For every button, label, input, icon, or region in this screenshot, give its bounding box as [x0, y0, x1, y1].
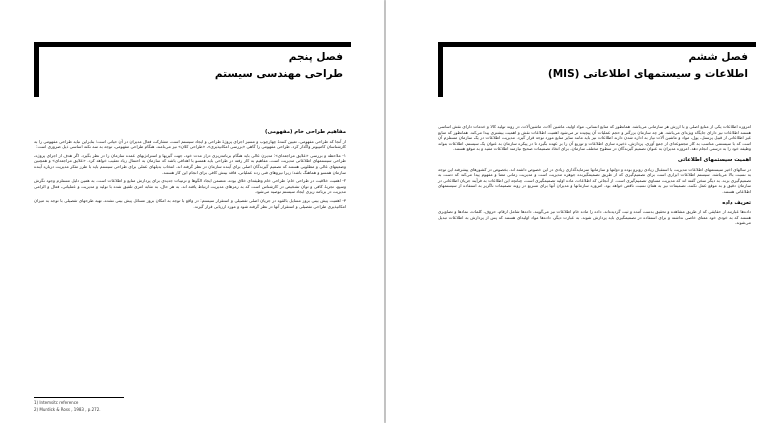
page-body	[438, 124, 751, 229]
paragraph: داده‌ها عبارتند از حقایقی که از طریق مشاهده و تحقیق بدست آمده و ثبت گردیده‌اند. داده را ماده خام اطلاعات نیز می‌گویند. داده‌ها شامل ارقام، حروف، کلمات، نمادها و تصاویری هستند که به خودی خود معنای خاصی نداشته و برای استفاده در تصمیمگیری باید پردازش شوند. به عبارت دیگر، داده‌ها مواد اولیه‌ای هستند که پس از پردازش به اطلاعات تبدیل می‌شوند.	[438, 209, 751, 226]
page-body	[34, 124, 346, 212]
chapter-label: فصل ششم	[688, 51, 748, 63]
paragraph: امروزه اطلاعات یکی از منابع اصلی و با ارزش هر سازمانی می‌باشد. همانطور که منابع انسانی، مواد اولیه، ماشین آلات، ماشین‌آلات، در روند تولید کالا و خدمات دارای نقش اساسی هستند اطلاعات نیز دارای جایگاه ویژه‌ای می‌باشد. هر چه سازمان بزرگتر و حجم عملیات آن پیچیده تر می‌شود اهمیت اطلاعات نقش و اهمیت بیشتری پیدا می‌کند. همانطور که منابع غیر اطلاعاتی از قبیل پرسنل، پول، مواد و ماشین آلات نیاز به اداره شدن دارند اطلاعات نیز باید مانند سایر منابع مورد توجه قرار گیرد. مدیریت اطلاعات در یک سازمان مستلزم آن است که با سیستمی مناسب به کار مجموعه‌ای از جمع آوری، پردازش، ذخیره سازی اطلاعات و توزیع آن را بر عهده بگیرد تا در پیکره سازمان به عنوان یک سیستم، اطلاعات بتواند وظیفه خود را به درستی انجام دهد. امروزه مدیران به عنوان تصمیم گیرندگان در سطوح مختلف سازمان، برای اتخاذ تصمیمات صحیح نیازمند اطلاعات مفید و به موقع هستند.	[438, 124, 751, 152]
footnote-divider	[34, 397, 124, 398]
footnote: 1) Intemsitc reference	[34, 400, 79, 405]
paragraph: ۲- اهمیت خلاقیت در طراحی خام: طراحی خام وظیفه‌ای خلاق بوده، متضمن ایجاد الگوها و ترتیبات جدیدی برای پردازش منابع و اطلاعات است. به همین دلیل مستلزم وجود نگرش وسیع، تجربۀ کافی و توان تشخیص در کارشناس است که به رمزهای مدیریت ارتباط یافته اند. به هر حال، به مثابه امری تلفیق شده با تولید و مدیریت و عملیاتی، فعال و الزامی مدیریت در برنامه ریزی ایجاد سیستم توصیه می‌شود.	[34, 178, 346, 195]
paragraph: ۳- اهمیت پیش بینی بروز مسایل بالقوه در جریان اصلی تفصیلی و استقرار سیستم: در واقع با توجه به امکان بروز مسائل پیش بینی نشده، تهیه طرحهای تفصیلی با توجه به میزان امکانپذیری طراحی تفصیلی و استقرار آنها در نظر گرفته شود و مورد ارزیابی قرار گیرند.	[34, 197, 346, 209]
paragraph: در سالهای اخیر سیستمهای اطلاعات مدیریت با استقبال زیادی روبرو بوده و دولتها و سازمانها سرمایه‌گذاری زیادی در این خصوص داشته اند. بخصوص در کشورهای پیشرفته این توجه به نسبت بالا می‌باشد. سیستم اطلاعات ابزاری است برای تصمیم‌گیری که از طریق تصمیمگیرنده جوهره مدیریت است و مدیریت زمانی معنا و مفهوم پیدا می‌کند که دست به تصمیم‌گیری بزند. به دیگر سخن گفته اند که مدیریت مساوی تصمیم‌گیری است. از آنجائی که اطلاعات، ماده اولیه تصمیمگیری است، چنانچه این اطلاعات به فرآیند جریان اطلاعاتی در سازمان دقیق و به موقع عمل نکنند، تصمیمات نیز به همان نسبت ناقص خواهد بود. امروزه سازمانها و مدیران آنها برای تسریع در روند تصمیمات ناگزیر به استفاده از سیستمهای اطلاعاتی هستند.	[438, 166, 751, 194]
section-heading: تعریف داده	[722, 199, 751, 206]
paragraph: از آنجا که طراحی مفهومی، تعیین کنندۀ چهارچوب و مسیر اجرای پروژۀ طراحی و ایجاد سیستم است، مشارکت فعال مدیران در آن حیاتی است؛ بنابراین نباید طراحی مفهومی را به کارشناسان کامپیوتر واگذار کرد. طراحی مفهومی را گاهی «بررسی امکانپذیری»، «طراحی کلان» نیز می‌نامند. هنگام طراحی مفهومی، توجه به سه نکته اساسی ذیل ضروری است:	[34, 138, 346, 150]
chapter-label: فصل پنجم	[288, 51, 343, 63]
chapter-header-box	[438, 42, 756, 97]
chapter-title: اطلاعات و سیستمهای اطلاعاتی (MIS)	[547, 68, 748, 80]
paragraph: ۱- ملاحظه و بررسی «علایق مراجعه‌ای»: مدیرن عالی باید هنگام برنامه‌ریزی دراز مدت خود، جهت گیریها و استراتژیهای عمده سازمان را در نظر بگیرد. اگر هدف از اجرای پروژه، طراحی سیستمهای اطلاعاتی مدیریت است، مفاهیم به کار رفته در طراحی باید همسو با اهدافی باشد که سازمان به احتمال زیاد تعقیب خواهد کرد. «علایق مراجعه‌ای» و همچنین وضعیتهای عالی و مطلوبی هستند که تصمیم گیرندگان اصلی برای آینده سازمان در نظر گرفته اند. انتخاب بدیلهای عملی برای طراحی سیستم باید با طرز تفکر مدیریت درباره آینده سازمان همسو و هماهنگ باشد؛ زیرا نیروهای فنی رده عملیاتی، فاقد بینش کافی برای انجام این کار هستند.	[34, 152, 346, 175]
section-heading: اهمیت سیستمهای اطلاعاتی	[677, 156, 751, 163]
right-page	[386, 0, 768, 423]
section-heading: مفاهیم طراحی خام (مفهومی)	[265, 129, 346, 135]
chapter-title: طراحی مهندسی سیستم	[214, 68, 343, 80]
chapter-header-box	[34, 42, 351, 97]
footnote: 2) Murdick & Ross , 1983 , p.272.	[34, 407, 101, 412]
